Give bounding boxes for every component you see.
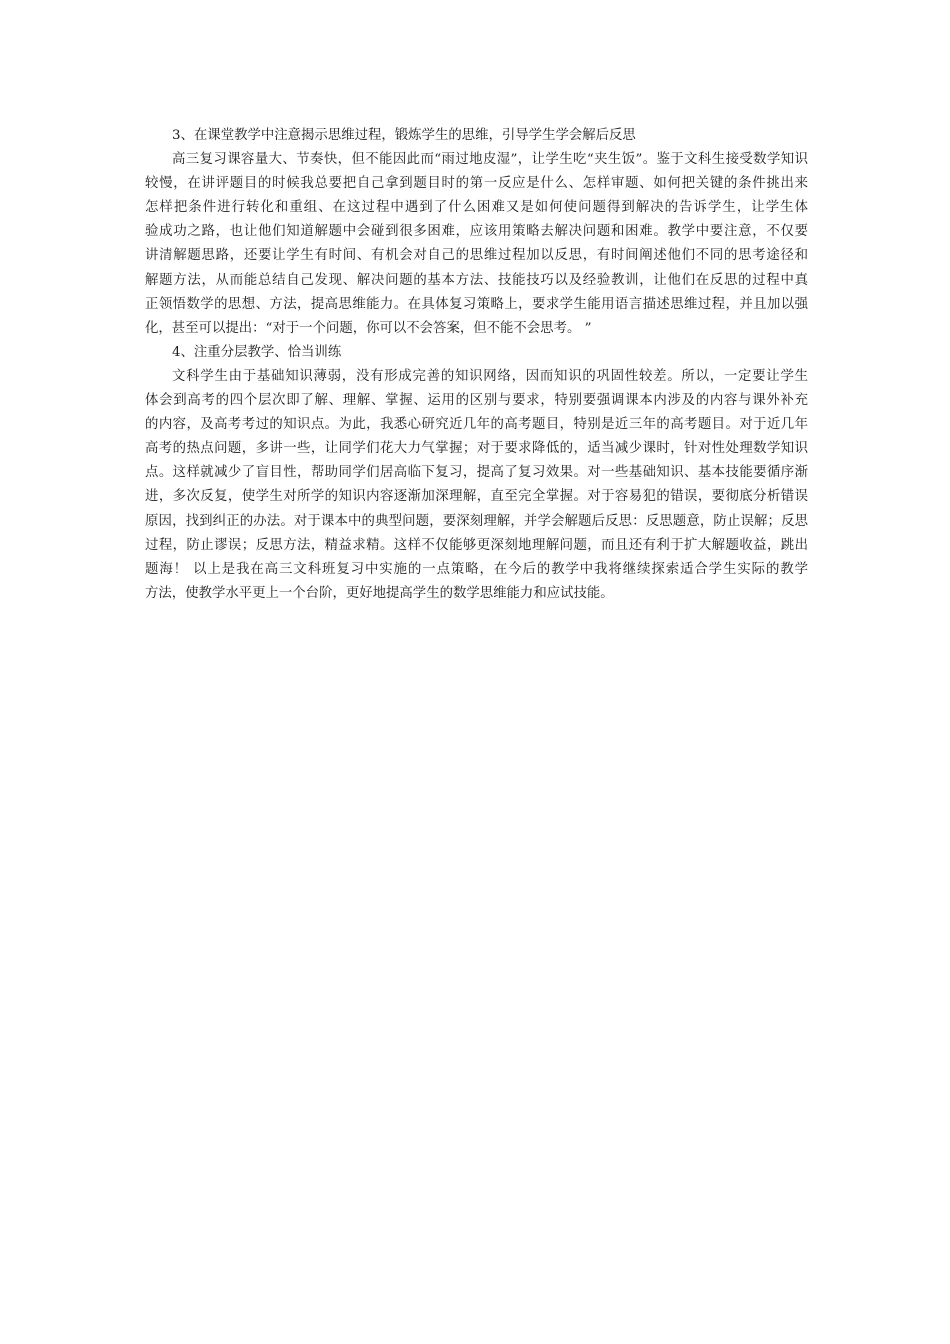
paragraph-line: 体会到高考的四个层次即了解、理解、掌握、运用的区别与要求，特别要强调课本内涉及的内容与课外补充 — [145, 393, 808, 409]
paragraph-line: 过程，防止谬误；反思方法，精益求精。这样不仅能够更深刻地理解问题，而且还有利于扩大解题收益，跳出 — [145, 537, 808, 553]
paragraph-line: 的内容，及高考考过的知识点。为此，我悉心研究近几年的高考题目，特别是近三年的高考题目。对于近几年 — [145, 417, 808, 433]
paragraph-line: 方法，使教学水平更上一个台阶，更好地提高学生的数学思维能力和应试技能。 — [145, 585, 614, 601]
section-4 — [145, 341, 808, 606]
paragraph-line: 较慢，在讲评题目的时候我总要把自己拿到题目时的第一反应是什么、怎样审题、如何把关键的条件挑出来 — [145, 176, 808, 192]
paragraph-line: 化，甚至可以提出：“对于一个问题，你可以不会答案，但不能不会思考。 ” — [145, 320, 592, 336]
paragraph-line: 进，多次反复，使学生对所学的知识内容逐渐加深理解，直至完全掌握。对于容易犯的错误，要彻底分析错误 — [145, 489, 808, 505]
paragraph-line: 高考的热点问题，多讲一些，让同学们花大力气掌握；对于要求降低的，适当减少课时，针对性处理数学知识 — [145, 441, 808, 457]
paragraph-line: 讲清解题思路，还要让学生有时间、有机会对自己的思维过程加以反思，有时间阐述他们不同的思考途径和 — [145, 248, 808, 264]
paragraph-line: 解题方法，从而能总结自己发现、解决问题的基本方法、技能技巧以及经验教训，让他们在反思的过程中真 — [145, 272, 808, 288]
paragraph-line: 高三复习课容量大、节奏快，但不能因此而“雨过地皮湿”，让学生吃“夹生饭”。鉴于文科生接受数学知识 — [172, 152, 808, 168]
paragraph-line: 验成功之路，也让他们知道解题中会碰到很多困难，应该用策略去解决问题和困难。教学中要注意，不仅要 — [145, 224, 808, 240]
paragraph-line: 文科学生由于基础知识薄弱，没有形成完善的知识网络，因而知识的巩固性较差。所以，一定要让学生 — [172, 368, 808, 384]
paragraph-line: 正领悟数学的思想、方法，提高思维能力。在具体复习策略上，要求学生能用语言描述思维过程，并且加以强 — [145, 296, 808, 312]
paragraph-line: 怎样把条件进行转化和重组、在这过程中遇到了什么困难又是如何使问题得到解决的告诉学生，让学生体 — [145, 200, 808, 216]
paragraph-line: 题海！ 以上是我在高三文科班复习中实施的一点策略，在今后的教学中我将继续探索适合学生实际的教学 — [145, 561, 808, 577]
section-heading: 3、在课堂教学中注意揭示思维过程，锻炼学生的思维，引导学生学会解后反思 — [172, 128, 636, 143]
section-heading: 4、注重分层教学、恰当训练 — [172, 344, 342, 360]
section-3 — [145, 124, 808, 341]
paragraph-line: 原因，找到纠正的办法。对于课本中的典型问题，要深刻理解，并学会解题后反思：反思题意，防止误解；反思 — [145, 513, 808, 529]
paragraph-line: 点。这样就减少了盲目性，帮助同学们居高临下复习，提高了复习效果。对一些基础知识、基本技能要循序渐 — [145, 465, 808, 481]
document-page — [145, 124, 808, 606]
